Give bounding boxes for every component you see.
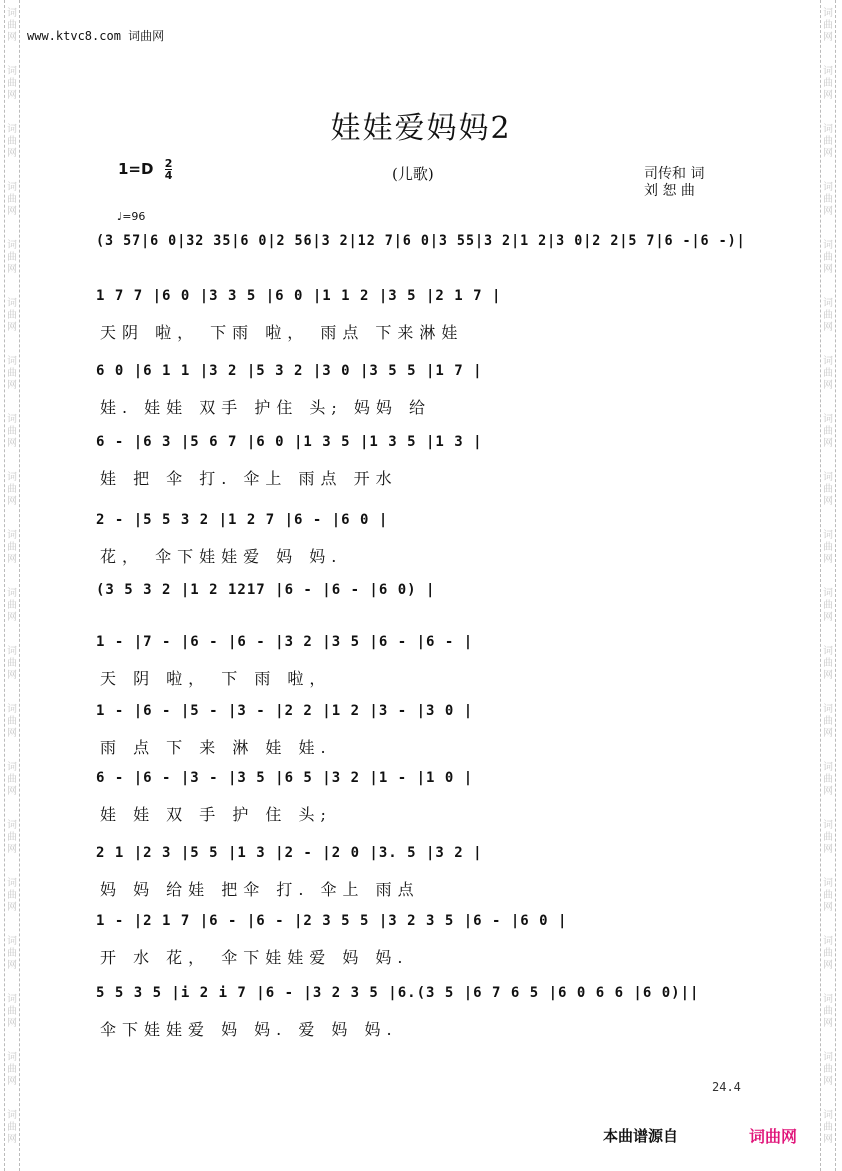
watermark-char: 词 [823,994,833,1005]
watermark-char: 网 [823,554,833,565]
watermark-char: 曲 [823,890,833,901]
watermark-char: 词 [7,66,17,77]
watermark-char: 词 [7,8,17,19]
genre-label: (儿歌) [392,165,434,183]
watermark-char: 网 [823,1018,833,1029]
watermark-group [821,704,835,740]
watermark-char: 词 [7,530,17,541]
watermark-char: 曲 [823,20,833,31]
watermark-char: 曲 [7,20,17,31]
watermark-char: 网 [823,148,833,159]
notation-line: 1 - |7 - |6 - |6 - |3 2 |3 5 |6 - |6 - | [96,634,474,650]
watermark-char: 词 [823,8,833,19]
notation-line: 6 - |6 3 |5 6 7 |6 0 |1 3 5 |1 3 5 |1 3 | [96,434,483,450]
watermark-char: 曲 [823,948,833,959]
watermark-group [821,646,835,682]
watermark-char: 网 [7,438,17,449]
watermark-char: 词 [823,530,833,541]
watermark-group [5,356,19,392]
watermark-char: 词 [823,588,833,599]
watermark-char: 网 [823,380,833,391]
watermark-char: 词 [7,994,17,1005]
watermark-char: 曲 [823,1122,833,1133]
watermark-char: 网 [823,438,833,449]
notation-line: 2 - |5 5 3 2 |1 2 7 |6 - |6 0 | [96,512,389,528]
watermark-char: 网 [7,844,17,855]
notation-line: 1 - |2 1 7 |6 - |6 - |2 3 5 5 |3 2 3 5 |6 - |6 0 | [96,913,568,929]
watermark-char: 网 [823,960,833,971]
watermark-char: 词 [7,298,17,309]
watermark-char: 网 [7,322,17,333]
watermark-group [821,1052,835,1088]
watermark-char: 网 [823,786,833,797]
watermark-group [5,646,19,682]
watermark-char: 词 [7,240,17,251]
notation-line: (3 5 3 2 |1 2 1217 |6 - |6 - |6 0) | [96,582,436,598]
watermark-char: 曲 [823,310,833,321]
meter-top: 2 [164,157,173,170]
watermark-char: 网 [7,786,17,797]
composer-credit: 刘 恕 曲 [644,183,695,199]
header-url: www.ktvc8.com 词曲网 [27,29,165,43]
watermark-char: 曲 [7,1064,17,1075]
lyrics-line: 娃 把 伞 打. 伞上 雨点 开水 [100,469,398,488]
watermark-char: 曲 [7,484,17,495]
watermark-char: 网 [7,554,17,565]
watermark-char: 词 [823,240,833,251]
lyrics-line: 花， 伞下娃娃爱 妈 妈. [100,547,343,566]
watermark-char: 曲 [823,658,833,669]
watermark-char: 词 [823,124,833,135]
watermark-char: 曲 [823,1006,833,1017]
lyrics-line: 天 阴 啦， 下 雨 啦， [100,669,332,688]
lyrics-line: 伞下娃娃爱 妈 妈. 爱 妈 妈. [100,1020,398,1039]
watermark-group [5,820,19,856]
watermark-char: 词 [823,356,833,367]
meter-bottom: 4 [164,169,173,182]
watermark-char: 网 [823,32,833,43]
watermark-group [5,936,19,972]
watermark-char: 网 [7,670,17,681]
watermark-group [5,8,19,44]
watermark-group [5,1052,19,1088]
watermark-char: 网 [823,1134,833,1145]
notation-line: 5 5 3 5 |i 2 i 7 |6 - |3 2 3 5 |6.(3 5 |6 7 6 5 |6 0 6 6 |6 0)|| [96,985,700,1001]
watermark-char: 网 [7,612,17,623]
watermark-char: 曲 [7,716,17,727]
watermark-char: 词 [7,820,17,831]
watermark-char: 词 [7,762,17,773]
watermark-group [821,472,835,508]
source-text: 本曲谱源自 [603,1127,679,1145]
watermark-char: 网 [7,728,17,739]
watermark-char: 曲 [823,252,833,263]
lyrics-line: 天阴 啦， 下雨 啦， 雨点 下来淋娃 [100,323,464,342]
watermark-group [5,182,19,218]
watermark-group [821,588,835,624]
notation-line: 1 7 7 |6 0 |3 3 5 |6 0 |1 1 2 |3 5 |2 1 7 | [96,288,502,304]
watermark-group [821,936,835,972]
watermark-group [5,240,19,276]
watermark-char: 词 [823,936,833,947]
watermark-char: 曲 [7,542,17,553]
notation-line: (3 57|6 0|32 35|6 0|2 56|3 2|12 7|6 0|3 55|3 2|1 2|3 0|2 2|5 7|6 -|6 -)| [96,233,746,249]
watermark-group [821,994,835,1030]
watermark-char: 词 [823,298,833,309]
watermark-char: 曲 [7,78,17,89]
watermark-group [821,530,835,566]
watermark-group [5,762,19,798]
watermark-char: 曲 [7,948,17,959]
watermark-group [821,414,835,450]
watermark-group [821,66,835,102]
watermark-char: 网 [7,264,17,275]
watermark-char: 曲 [7,890,17,901]
watermark-char: 网 [7,32,17,43]
watermark-char: 曲 [7,658,17,669]
watermark-char: 网 [7,1134,17,1145]
key-label: 1=D [118,160,154,178]
watermark-group [821,820,835,856]
watermark-char: 词 [7,646,17,657]
notation-line: 6 - |6 - |3 - |3 5 |6 5 |3 2 |1 - |1 0 | [96,770,474,786]
watermark-char: 网 [7,1076,17,1087]
watermark-group [5,472,19,508]
watermark-char: 网 [823,902,833,913]
watermark-char: 网 [7,148,17,159]
watermark-char: 词 [823,1052,833,1063]
watermark-char: 词 [7,1110,17,1121]
watermark-char: 词 [823,646,833,657]
watermark-char: 曲 [823,426,833,437]
watermark-char: 词 [7,356,17,367]
watermark-char: 网 [823,1076,833,1087]
watermark-char: 词 [7,588,17,599]
watermark-char: 词 [823,414,833,425]
notation-line: 1 - |6 - |5 - |3 - |2 2 |1 2 |3 - |3 0 | [96,703,474,719]
watermark-group [5,530,19,566]
lyrics-line: 雨 点 下 来 淋 娃 娃. [100,738,332,757]
watermark-char: 曲 [823,774,833,785]
watermark-char: 网 [823,728,833,739]
lyrics-line: 妈 妈 给娃 把伞 打. 伞上 雨点 [100,880,420,899]
watermark-char: 曲 [823,716,833,727]
left-watermark-strip [4,0,20,1171]
notation-line: 6 0 |6 1 1 |3 2 |5 3 2 |3 0 |3 5 5 |1 7 | [96,363,483,379]
watermark-char: 词 [7,414,17,425]
tempo-marking: ♩=96 [117,210,146,223]
watermark-char: 曲 [7,426,17,437]
watermark-char: 网 [823,264,833,275]
watermark-group [5,66,19,102]
watermark-char: 词 [823,472,833,483]
watermark-char: 曲 [7,194,17,205]
lyrics-line: 开 水 花， 伞下娃娃爱 妈 妈. [100,948,409,967]
watermark-group [821,298,835,334]
watermark-char: 曲 [823,78,833,89]
watermark-char: 词 [823,820,833,831]
watermark-char: 网 [823,844,833,855]
watermark-char: 词 [7,878,17,889]
watermark-char: 曲 [7,310,17,321]
watermark-char: 网 [7,496,17,507]
watermark-char: 词 [823,66,833,77]
lyrics-line: 娃 娃 双 手 护 住 头; [100,805,332,824]
watermark-char: 词 [823,762,833,773]
watermark-char: 曲 [823,1064,833,1075]
watermark-char: 词 [7,1052,17,1063]
watermark-group [821,240,835,276]
watermark-char: 曲 [823,600,833,611]
watermark-char: 曲 [823,194,833,205]
watermark-char: 词 [823,878,833,889]
watermark-group [821,1110,835,1146]
watermark-group [821,182,835,218]
watermark-char: 网 [823,322,833,333]
watermark-char: 曲 [7,832,17,843]
watermark-char: 词 [823,704,833,715]
right-watermark-strip [820,0,836,1171]
page-number: 24.4 [712,1080,741,1094]
watermark-group [5,1110,19,1146]
watermark-char: 词 [7,124,17,135]
watermark-char: 网 [7,960,17,971]
song-title: 娃娃爱妈妈2 [330,111,512,146]
watermark-group [5,704,19,740]
notation-line: 2 1 |2 3 |5 5 |1 3 |2 - |2 0 |3. 5 |3 2 | [96,845,483,861]
time-signature [165,158,173,181]
watermark-char: 网 [823,90,833,101]
watermark-char: 曲 [7,1006,17,1017]
watermark-char: 网 [823,496,833,507]
watermark-group [821,8,835,44]
watermark-char: 网 [823,206,833,217]
watermark-char: 曲 [823,368,833,379]
watermark-group [5,588,19,624]
source-brand: 词曲网 [749,1127,798,1146]
watermark-char: 曲 [823,136,833,147]
watermark-group [5,414,19,450]
watermark-char: 网 [7,902,17,913]
watermark-char: 曲 [7,368,17,379]
watermark-char: 曲 [823,484,833,495]
watermark-group [821,762,835,798]
watermark-char: 词 [7,182,17,193]
watermark-char: 曲 [7,1122,17,1133]
watermark-char: 网 [7,90,17,101]
watermark-char: 词 [7,704,17,715]
watermark-char: 词 [7,936,17,947]
watermark-char: 网 [7,1018,17,1029]
watermark-char: 词 [823,182,833,193]
watermark-char: 网 [823,670,833,681]
watermark-char: 词 [823,1110,833,1121]
watermark-char: 曲 [7,136,17,147]
watermark-group [5,994,19,1030]
watermark-group [821,878,835,914]
watermark-char: 曲 [7,600,17,611]
watermark-char: 曲 [823,542,833,553]
watermark-char: 网 [7,380,17,391]
watermark-char: 网 [7,206,17,217]
watermark-group [5,878,19,914]
lyrics-line: 娃. 娃娃 双手 护住 头; 妈妈 给 [100,398,431,417]
watermark-char: 曲 [7,252,17,263]
watermark-char: 词 [7,472,17,483]
watermark-char: 曲 [823,832,833,843]
watermark-char: 曲 [7,774,17,785]
lyricist-credit: 司传和 词 [644,166,705,182]
watermark-group [5,298,19,334]
watermark-group [821,356,835,392]
watermark-char: 网 [823,612,833,623]
key-signature [118,158,172,181]
